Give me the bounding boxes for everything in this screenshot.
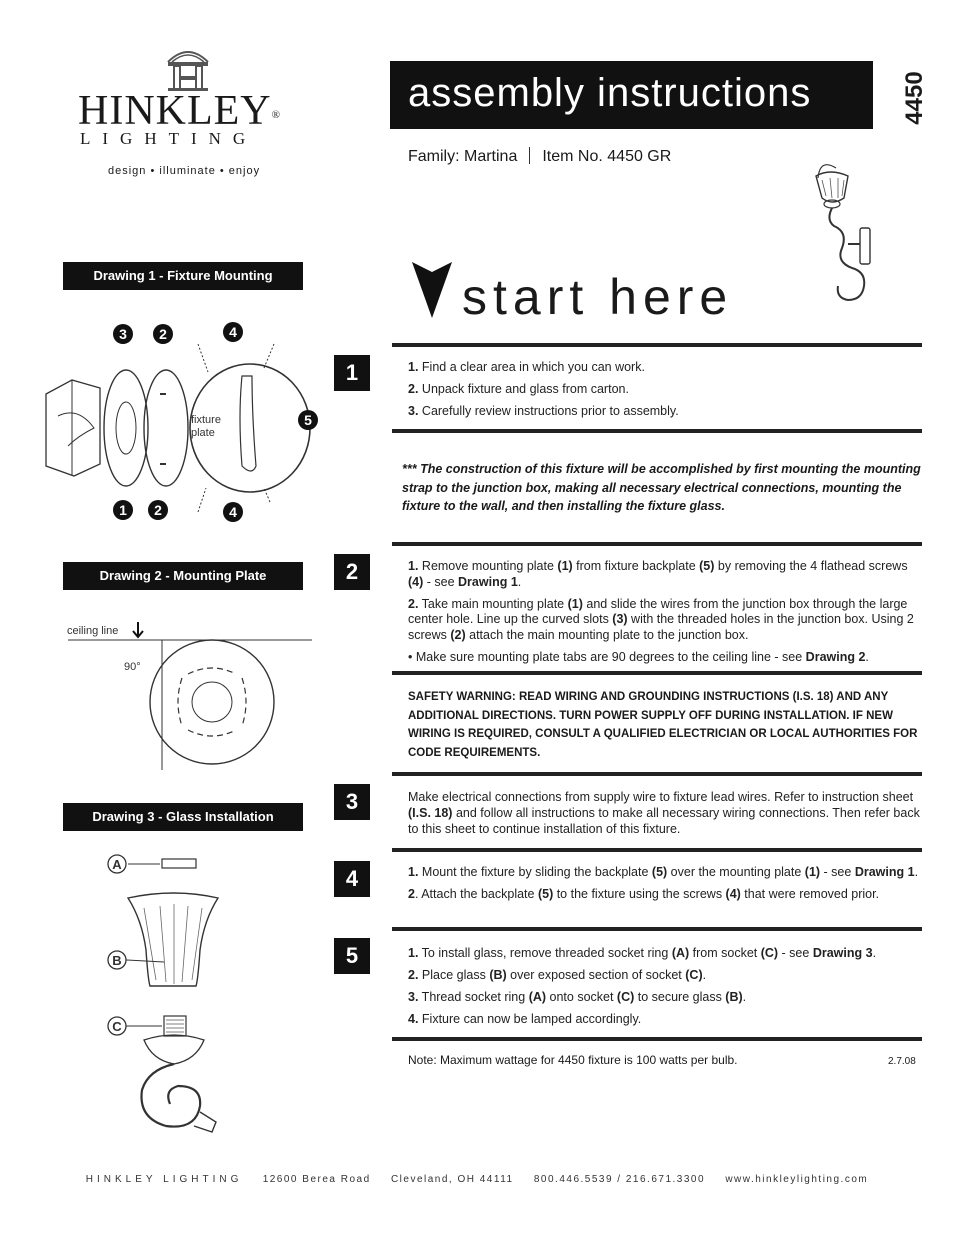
- svg-text:B: B: [112, 953, 122, 968]
- svg-text:2: 2: [159, 326, 167, 342]
- callout-4: [223, 322, 243, 342]
- logo-tagline: design • illuminate • enjoy: [108, 165, 261, 177]
- drawing-1-plate-label: fixture: [191, 414, 221, 426]
- callout-a: [108, 855, 126, 873]
- rule: [392, 772, 922, 776]
- step-5-text: 1. To install glass, remove threaded socket ring (A) from socket (C) - see Drawing 3. 2. Place glass (B) over exposed section of socket (C). 3. Thread socket ring (A) onto socket (C) to secure glass (B). 4. Fixture can now be lamped accordingly.: [408, 946, 877, 1026]
- step-1-number: 1: [334, 355, 370, 391]
- callout-b: [108, 951, 126, 969]
- ceiling-line-label: ceiling line: [67, 625, 119, 637]
- callout-5: [298, 410, 318, 430]
- rule: [392, 429, 922, 433]
- svg-text:4: 4: [229, 504, 237, 520]
- rule: [392, 927, 922, 931]
- wattage-note: Note: Maximum wattage for 4450 fixture is 100 watts per bulb.: [408, 1053, 738, 1067]
- callout-2: [153, 324, 173, 344]
- construction-note: *** The construction of this fixture will be accomplished by first mounting the mounting strap to the junction box, making all necessary electrical connections, mounting the fixture to the wall, and then installing the fixture glass.: [402, 462, 921, 513]
- step-2-text: 1. Remove mounting plate (1) from fixture backplate (5) by removing the 4 flathead screws (4) - see Drawing 1. 2. Take main mounting plate (1) and slide the wires from the junction box through the large center hole. Line up the curved slots (3) with the threaded holes in the junction box. Using 2 screws (2) attach the main mounting plate to the junction box. • Make sure mounting plate tabs are 90 degrees to the ceiling line - see Drawing 2.: [408, 559, 914, 664]
- rule: [392, 1037, 922, 1041]
- item-number-vertical: 4450: [901, 71, 928, 125]
- svg-text:C: C: [112, 1019, 122, 1034]
- callout-1: [113, 500, 133, 520]
- drawing-1-fixture-mounting: [38, 316, 328, 526]
- page-title: assembly instructions: [390, 61, 873, 129]
- drawing-2-title: Drawing 2 - Mounting Plate: [63, 562, 303, 590]
- footer-address: 12600 Berea Road: [262, 1174, 371, 1185]
- svg-text:4: 4: [229, 324, 237, 340]
- drawing-3-title: Drawing 3 - Glass Installation: [63, 803, 303, 831]
- safety-warning: SAFETY WARNING: READ WIRING AND GROUNDING INSTRUCTIONS (I.S. 18) AND ANY ADDITIONAL DIRECTIONS. TURN POWER SUPPLY OFF DURING INSTALLATION. IF NEW WIRING IS REQUIRED, CONSULT A QUALIFIED ELECTRICIAN OR LOCAL AUTHORITIES FOR CODE REQUIREMENTS.: [408, 691, 918, 760]
- start-arrow-icon: [408, 258, 456, 322]
- step-2-number: 2: [334, 554, 370, 590]
- callout-2b: [148, 500, 168, 520]
- angle-label: 90°: [124, 661, 141, 673]
- footer-city: Cleveland, OH 44111: [390, 1174, 514, 1185]
- start-here-heading: start here: [462, 269, 734, 325]
- step-5-number: 5: [334, 938, 370, 974]
- rule: [392, 343, 922, 347]
- callout-4b: [223, 502, 243, 522]
- item-label: Item No. 4450 GR: [542, 148, 672, 165]
- footer-phone: 800.446.5539 / 216.671.3300: [533, 1174, 706, 1185]
- drawing-2-mounting-plate: [62, 618, 312, 774]
- logo-sub: LIGHTING: [80, 129, 258, 148]
- family-line: [408, 147, 671, 166]
- svg-text:2: 2: [154, 502, 162, 518]
- footer-website-link[interactable]: www.hinkleylighting.com: [725, 1174, 869, 1185]
- rule: [392, 848, 922, 852]
- step-3-number: 3: [334, 784, 370, 820]
- family-label: Family: Martina: [408, 148, 518, 165]
- drawing-1-title: Drawing 1 - Fixture Mounting: [63, 262, 303, 290]
- svg-text:plate: plate: [191, 427, 215, 439]
- step-4-number: 4: [334, 861, 370, 897]
- revision-date: 2.7.08: [888, 1056, 916, 1067]
- step-1-text: 1. Find a clear area in which you can work. 2. Unpack fixture and glass from carton. 3. Carefully review instructions prior to assembly.: [408, 360, 679, 418]
- hinkley-logo-mark-icon: [162, 44, 214, 92]
- footer: [0, 1174, 954, 1185]
- registered-mark: ®: [271, 109, 281, 121]
- footer-brand: HINKLEY LIGHTING: [85, 1174, 243, 1185]
- callout-3: [113, 324, 133, 344]
- sconce-illustration-icon: [808, 158, 878, 308]
- svg-text:A: A: [112, 857, 122, 872]
- step-3-text: Make electrical connections from supply wire to fixture lead wires. Refer to instruction sheet (I.S. 18) and follow all instructions to make all necessary wiring connections. Then refer back to this sheet to continue installation of this fixture.: [408, 790, 920, 836]
- svg-text:5: 5: [304, 412, 312, 428]
- step-4-text: 1. Mount the fixture by sliding the backplate (5) over the mounting plate (1) - see Drawing 1. 2. Attach the backplate (5) to the fixture using the screws (4) that were removed prior.: [408, 865, 919, 901]
- callout-c: [108, 1017, 126, 1035]
- logo-wordmark: HINKLEY®: [78, 88, 281, 134]
- rule: [392, 542, 922, 546]
- drawing-3-glass-installation: [104, 850, 244, 1140]
- rule: [392, 671, 922, 675]
- svg-text:3: 3: [119, 326, 127, 342]
- svg-text:1: 1: [119, 502, 127, 518]
